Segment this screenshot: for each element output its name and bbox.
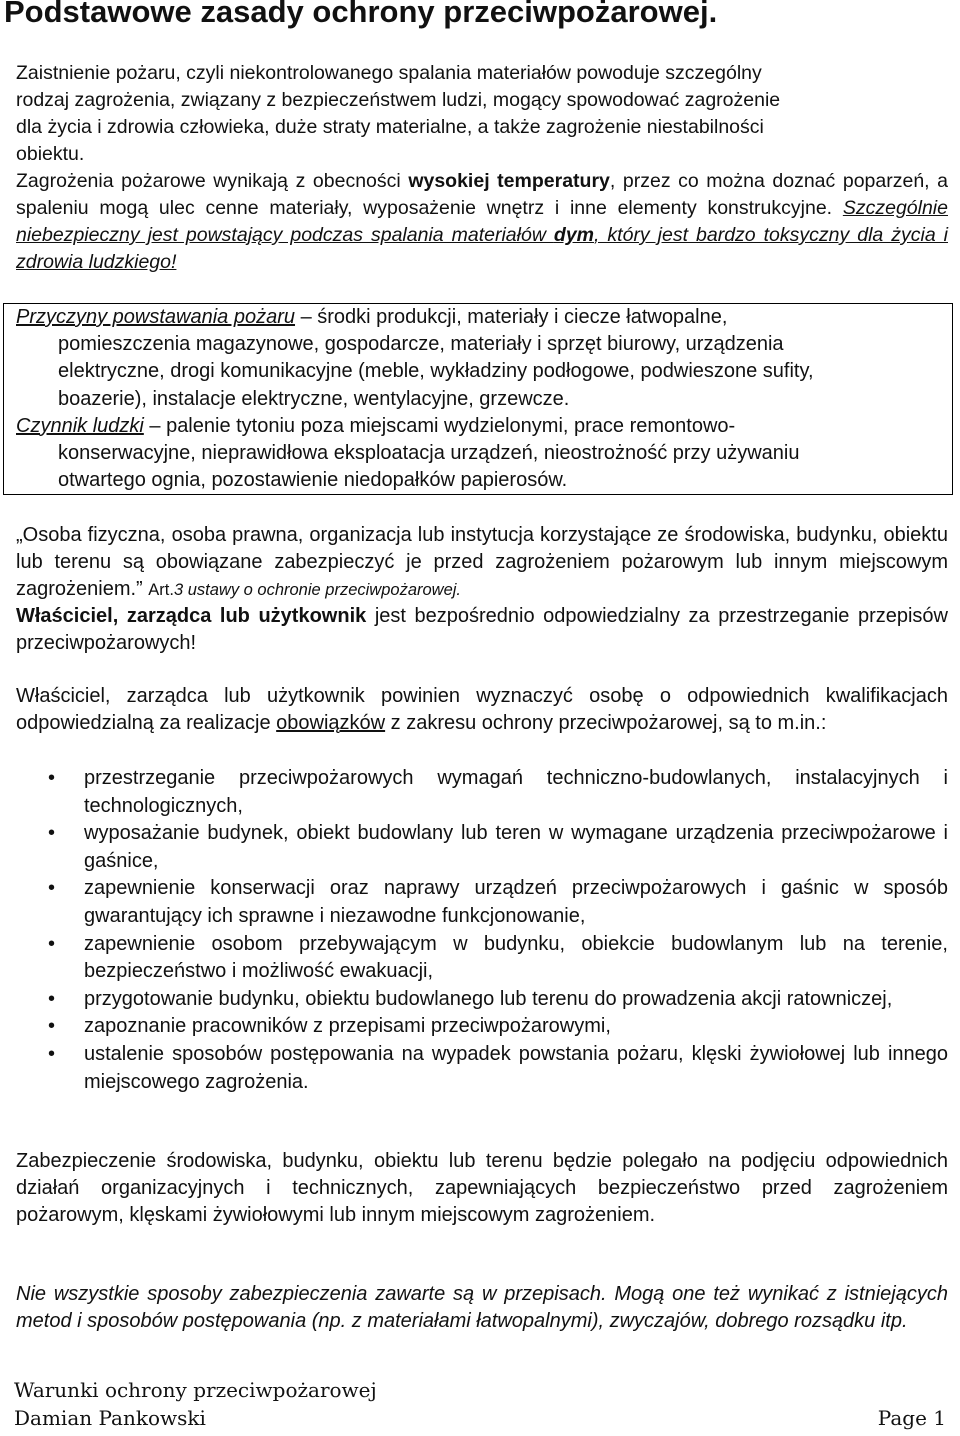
intro-line: obiektu. [16,143,85,165]
list-item: • zapoznanie pracowników z przepisami przeciwpożarowymi, [14,1013,948,1041]
list-item: • wyposażanie budynek, obiekt budowlany lub teren w wymagane urządzenia przeciwpożarowe i gaśnice, [48,822,948,872]
intro-line: rodzaj zagrożenia, związany z bezpieczeństwem ludzi, mogący spowodować zagrożenie [16,89,781,111]
bullet-icon: • [48,932,56,955]
list-item: • przestrzeganie przeciwpożarowych wymagań techniczno-budowlanych, instalacyjnych i technologicznych, [48,767,948,817]
causes-box [3,303,953,495]
bullet-icon: • [48,877,56,900]
duties-intro: Właściciel, zarządca lub użytkownik powinien wyznaczyć osobę o odpowiednich kwalifikacjach odpowiedzialną za realizacje obowiązków z zakresu ochrony przeciwpożarowej, są to m.in.: [16,685,948,734]
bullet-icon: • [48,822,56,845]
human-factor-term: Czynnik ludzki [16,414,144,437]
bullet-icon: • [48,987,56,1010]
bullet-icon: • [48,1015,56,1038]
duties-list [14,765,948,1096]
owner-responsibility: Właściciel, zarządca lub użytkownik jest bezpośrednio odpowiedzialny za przestrzeganie przepisów przeciwpożarowych! [16,605,948,654]
smoke-warning: Szczególnie niebezpieczny jest powstający podczas spalania materiałów dym, który jest bardzo toksyczny dla życia i zdrowia ludzkiego! [16,197,948,273]
footer-author: Damian Pankowski [14,1406,206,1430]
bullet-icon: • [48,1042,56,1065]
bullet-icon: • [48,767,56,789]
law-quote: „Osoba fizyczna, osoba prawna, organizacja lub instytucja korzystające ze środowiska, budynku, obiektu lub terenu są obowiązane zabezpieczyć je przed zagrożeniem pożarowym lub innym miejscowym zagrożeniem.” Art.3 ustawy o ochronie przeciwpożarowej. [16,524,948,600]
causes-term: Przyczyny powstawania pożaru [16,306,296,328]
emphasis-high-temperature: wysokiej temperatury [408,170,610,192]
causes-line: boazerie), instalacje elektryczne, wentylacyjne, grzewcze. [58,387,570,410]
duties-link: obowiązków [276,712,386,734]
causes-line: pomieszczenia magazynowe, gospodarcze, materiały i sprzęt biurowy, urządzenia [58,333,784,356]
list-item: • zapewnienie konserwacji oraz naprawy urządzeń przeciwpożarowych i gaśnic w sposób gwarantujący ich sprawne i niezawodne funkcjonowanie, [48,877,948,927]
page-title: Podstawowe zasady ochrony przeciwpożarowej. [4,0,718,29]
human-factor-line: otwartego ognia, pozostawienie niedopałków papierosów. [58,469,568,492]
intro-line: Zaistnienie pożaru, czyli niekontrolowanego spalania materiałów powoduje szczególny [16,62,762,84]
footer-page-number: Page 1 [877,1406,946,1430]
protection-paragraph: Zabezpieczenie środowiska, budynku, obiektu lub terenu będzie polegało na podjęciu odpowiednich działań organizacyjnych i technicznych, zapewniających bezpieczeństwo przed zagrożeniem pożarowym, klęskami żywiołowymi lub innym miejscowym zagrożeniem. [16,1150,948,1226]
intro-paragraph-2: Zagrożenia pożarowe wynikają z obecności wysokiej temperatury, przez co można doznać poparzeń, a spaleniu mogą ulec cenne materiały, wyposażenie wnętrz i inne elementy konstrukcyjne. Szczególnie niebezpieczny jest powstający podczas spalania materiałów dym, który jest bardzo toksyczny dla życia i zdrowia ludzkiego! [16,170,948,273]
causes-line: elektryczne, drogi komunikacyjne (meble, wykładziny podłogowe, podwieszone sufity, [58,360,814,383]
human-factor-line: konserwacyjne, nieprawidłowa eksploatacja urządzeń, nieostrożność przy używaniu [58,442,800,465]
list-item: • zapewnienie osobom przebywającym w budynku, obiekcie budowlanym lub na terenie, bezpieczeństwo i możliwość ewakuacji, [48,932,948,983]
footer-doc-title: Warunki ochrony przeciwpożarowej [14,1378,377,1402]
intro-line: dla życia i zdrowia człowieka, duże straty materialne, a także zagrożenie niestabilności [16,116,764,138]
intro-paragraph-1 [16,60,948,168]
human-factor-line-1: Czynnik ludzki – palenie tytoniu poza miejscami wydzielonymi, prace remontowo- [16,414,736,437]
note-paragraph: Nie wszystkie sposoby zabezpieczenia zawarte są w przepisach. Mogą one też wynikać z istniejących metod i sposobów postępowania (np. z materiałami łatwopalnymi), zwyczajów, dobrego rozsądku itp. [16,1283,948,1332]
list-item: • przygotowanie budynku, obiektu budowlanego lub terenu do prowadzenia akcji ratowniczej, [14,986,948,1014]
causes-line-1: Przyczyny powstawania pożaru – środki produkcji, materiały i ciecze łatwopalne, [16,306,728,328]
quote-source: Art.3 ustawy o ochronie przeciwpożarowej. [148,581,462,599]
list-item: • ustalenie sposobów postępowania na wypadek powstania pożaru, klęski żywiołowej lub innego miejscowego zagrożenia. [48,1042,948,1093]
